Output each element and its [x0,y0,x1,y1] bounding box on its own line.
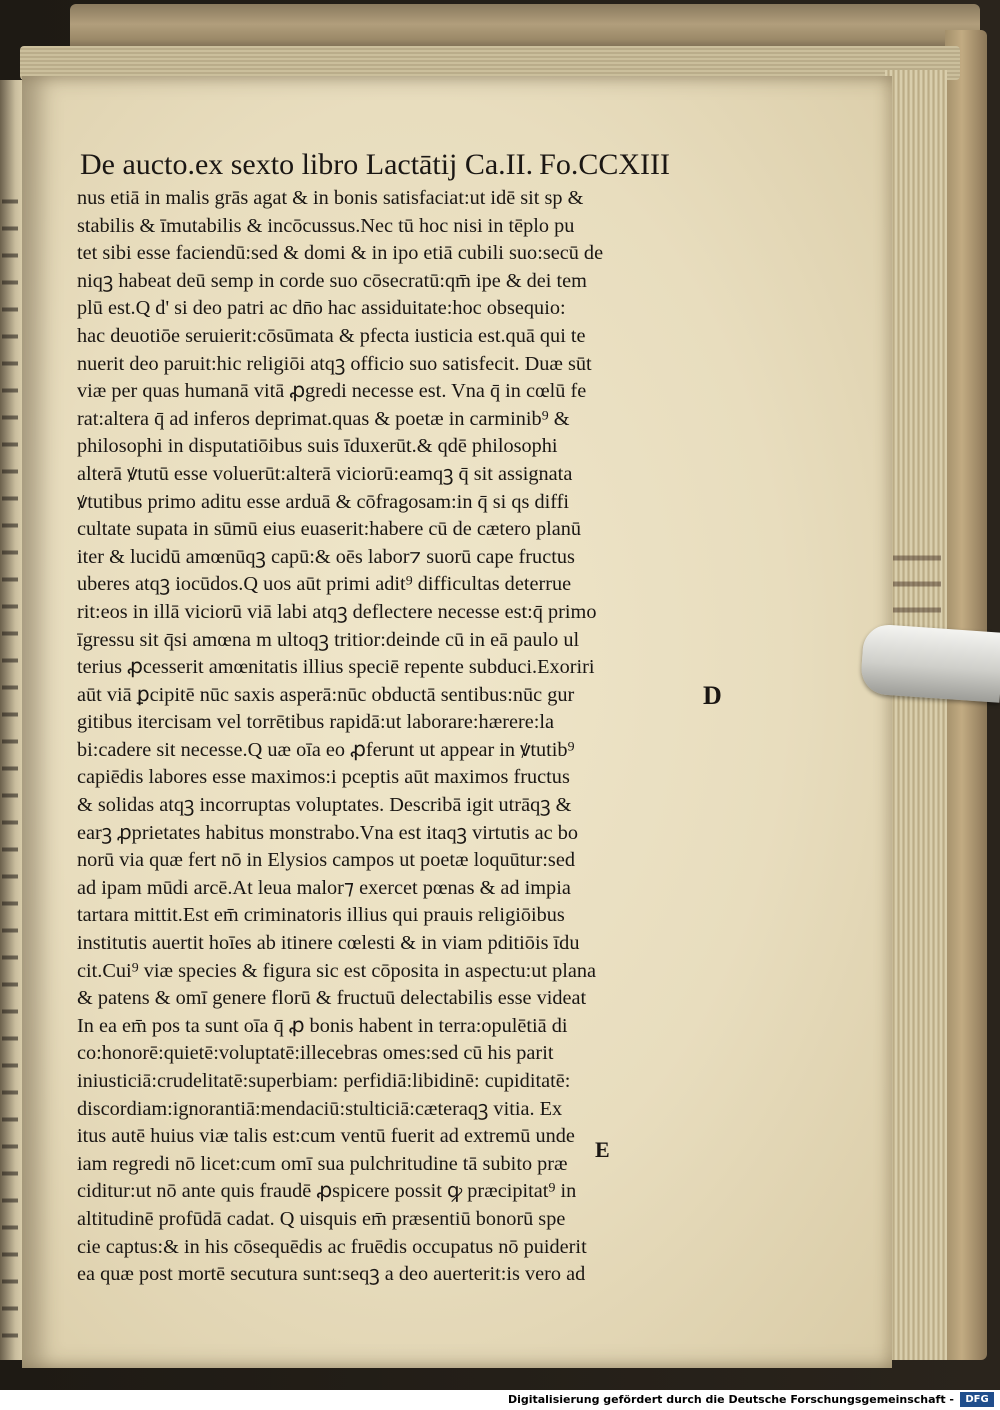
text-line: bi:cadere sit necesse.Q uæ oīa eo ꝓferunt ut appear in ꝟtutib⁹ [77,738,575,761]
text-line: In ea em̄ pos ta sunt oīa q̄ ꝓ bonis habent in terra:opulētiā di [77,1014,568,1037]
text-line: earꝫ ꝓprietates habitus monstrabo.Vna est itaqꝫ virtutis ac bo [77,821,578,844]
text-line: īgressu sit q̄si amœna m ultoqꝫ tritior:deinde cū in eā paulo ul [77,628,580,651]
text-line: uberes atqꝫ iocūdos.Q uos aūt primi adit⁹ difficultas deterrue [77,573,572,596]
book-right-page-edges [885,70,947,1360]
text-line: hac deuotiōe seruierit:cōsūmata & pfecta iusticia est.quā qui te [77,324,586,347]
text-line: ciditur:ut nō ante quis fraudē ꝓspicere possit ꝙ præcipitat⁹ in [77,1180,577,1203]
text-line: stabilis & īmutabilis & incōcussus.Nec tū hoc nisi in tēplo pu [77,214,575,237]
text-line: nus etiā in malis grās agat & in bonis satisfaciat:ut idē sit sp & [77,187,584,209]
text-line: gitibus itercisam vel torrētibus rapidā:ut laborare:hærere:la [77,711,555,734]
footer-bar [0,1390,1000,1410]
text-line: & patens & omī genere florū & fructuū delectabilis esse videat [77,987,587,1010]
text-line: cit.Cui⁹ viæ species & figura sic est cōposita in aspectu:ut plana [77,959,597,982]
left-page-text-fragment [2,190,18,1340]
text-line: ad ipam mūdi arcē.At leua malor⁊ exercet pœnas & ad impia [77,876,571,899]
text-line: itus autē huius viæ talis est:cum ventū fuerit ad extremū unde [77,1125,575,1148]
page-weight-clamp [860,623,1000,703]
text-line: nuerit deo paruit:hic religiōi atqꝫ officio suo satisfecit. Duæ sūt [77,352,592,375]
folio-number: Fo.CCXIII [539,148,670,181]
text-line: co:honorē:quietē:voluptatē:illecebras omes:sed cū his parit [77,1042,554,1065]
page-running-header [80,148,670,188]
text-line: alterā ꝟtutū esse voluerūt:alterā viciorū:eamqꝫ q̄ sit assignata [77,462,573,485]
text-line: niqꝫ habeat deū semp in corde suo cōsecratū:qm̄ ipe & dei tem [77,269,587,292]
text-line: norū via quæ fert nō in Elysios campos ut poetæ loquūtur:sed [77,849,575,872]
text-line: & solidas atqꝫ incorruptas voluptates. Describā igit utrāqꝫ & [77,794,572,817]
funding-credit: Digitalisierung gefördert durch die Deutsche Forschungsgemeinschaft - [507,1393,954,1406]
left-facing-page-edge [0,80,22,1360]
text-line: philosophi in disputatiōibus suis īduxerūt.& qdē philosophi [77,435,558,458]
text-line: altitudinē profūdā cadat. Q uisquis em̄ præsentiū bonorū spe [77,1207,566,1230]
text-line: iam regredi nō licet:cum omī sua pulchritudine tā subito præ [77,1152,568,1175]
text-line: cultate supata in sūmū eius euaserit:habere cū de cætero planū [77,518,582,541]
text-line: discordiam:ignorantiā:mendaciū:stulticiā:cæteraqꝫ vitia. Ex [77,1097,563,1120]
text-line: viæ per quas humanā vitā ꝓgredi necesse est. Vna q̄ in cœlū fe [77,380,587,403]
text-line: aūt viā ꝑcipitē nūc saxis asperā:nūc obductā sentibus:nūc gur [77,683,575,706]
book-top-pages [20,46,960,80]
text-line: ꝟtutibus primo aditu esse arduā & cōfragosam:in q̄ si qs diffi [77,490,569,513]
signature-mark-e: E [595,1137,610,1162]
text-line: plū est.Q d' si deo patri ac dn̄o hac assiduitate:hoc obsequio: [77,297,566,320]
text-line: iter & lucidū amœnūqꝫ capū:& oēs labor⁊ suorū cape fructus [77,545,575,568]
text-line: rit:eos in illā viciorū viā labi atqꝫ deflectere necesse est:q̄ primo [77,600,597,623]
text-line: rat:altera q̄ ad inferos deprimat.quas & poetæ in carminib⁹ & [77,407,570,430]
text-line: capiēdis labores esse maximos:i pceptis aūt maximos fructus [77,766,570,789]
text-line: tet sibi esse faciendū:sed & domi & in ipo etiā cubili suo:secū de [77,242,604,265]
dfg-logo: DFG [960,1392,994,1407]
text-line: institutis auertit hoīes ab itinere cœlesti & in viam pditiōis īdu [77,932,580,955]
text-line: tartara mittit.Est em̄ criminatoris illius qui prauis religiōibus [77,904,565,927]
text-line: cie captus:& in his cōsequēdis ac fruēdis occupatus nō puiderit [77,1235,587,1258]
body-text [77,185,660,1289]
text-line: terius ꝓcesserit amœnitatis illius speciē repente subduci.Exoriri [77,656,595,679]
running-title: De aucto.ex sexto libro Lactātij Ca.II. [80,148,534,181]
margin-signature-d: D [703,681,722,710]
text-line: iniusticiā:crudelitatē:superbiam: perfidiā:libidinē: cupiditatē: [77,1070,571,1092]
text-line: ea quæ post mortē secutura sunt:seqꝫ a deo auerterit:is vero ad [77,1263,586,1286]
